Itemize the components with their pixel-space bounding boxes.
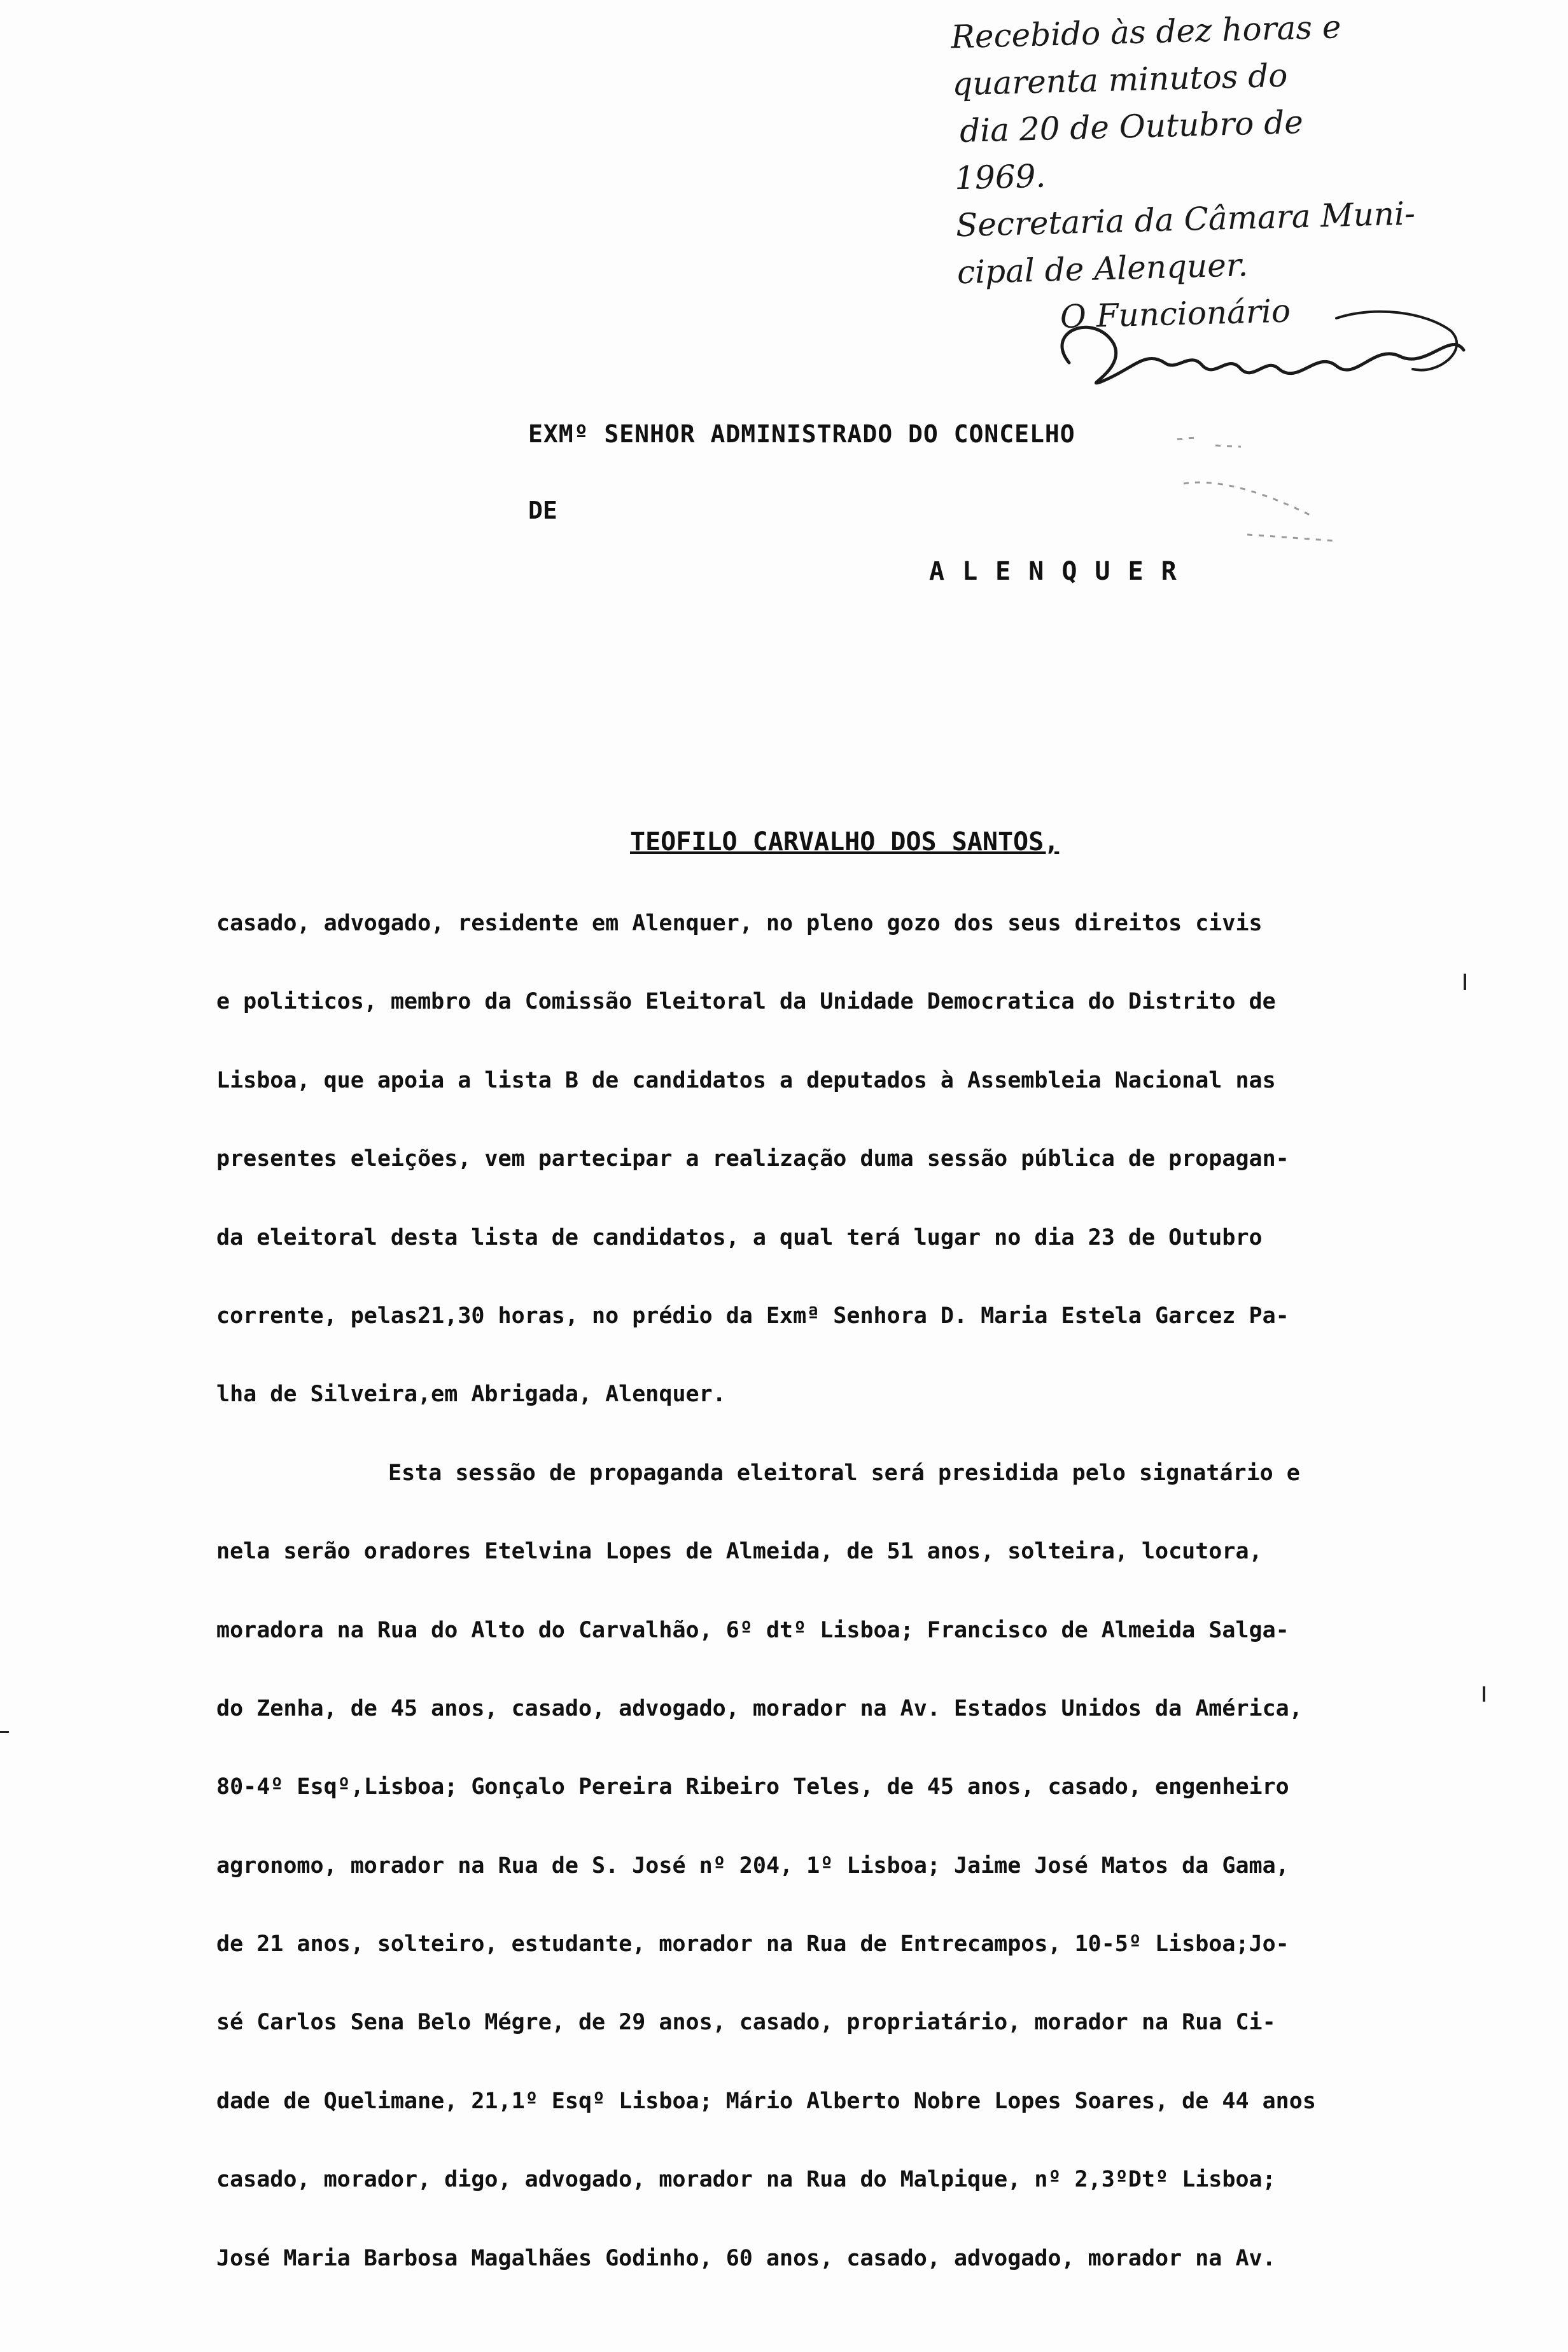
- handnote-line: dia 20 de Outubro de: [959, 103, 1304, 150]
- faint-stamp-marks: [1171, 420, 1362, 547]
- handnote-line: O Funcionário: [1060, 292, 1291, 335]
- body-line: agronomo, morador na Rua de S. José nº 204, 1º Lisboa; Jaime José Matos da Gama,: [216, 1852, 1289, 1879]
- body-line: casado, morador, digo, advogado, morador na Rua do Malpique, nº 2,3ºDtº Lisboa;: [216, 2167, 1276, 2193]
- body-line: Lisboa, que apoia a lista B de candidatos a deputados à Assembleia Nacional nas: [216, 1067, 1276, 1093]
- body-line: dade de Quelimane, 21,1º Esqº Lisboa; Mário Alberto Nobre Lopes Soares, de 44 anos: [216, 2088, 1316, 2114]
- body-line: de 21 anos, solteiro, estudante, morador na Rua de Entrecampos, 10-5º Lisboa;Jo-: [216, 1931, 1289, 1957]
- handnote-line: quarenta minutos do: [951, 57, 1289, 103]
- addressee-town: ALENQUER: [929, 557, 1194, 586]
- handnote-line: Recebido às dez horas e: [950, 8, 1342, 56]
- body-line: casado, advogado, residente em Alenquer, no pleno gozo dos seus direitos civis: [216, 911, 1263, 936]
- body-line: do Zenha, de 45 anos, casado, advogado, morador na Av. Estados Unidos da América,: [216, 1695, 1303, 1721]
- addressee-de: DE: [528, 496, 557, 524]
- body-line: 80-4º Esqº,Lisboa; Gonçalo Pereira Ribeiro Teles, de 45 anos, casado, engenheiro: [216, 1774, 1289, 1800]
- body-line: lha de Silveira,em Abrigada, Alenquer.: [216, 1382, 726, 1408]
- body-line: moradora na Rua do Alto do Carvalhão, 6º dtº Lisboa; Francisco de Almeida Salga-: [216, 1617, 1289, 1643]
- body-line: da eleitoral desta lista de candidatos, a qual terá lugar no dia 23 de Outubro: [216, 1224, 1263, 1250]
- handnote-line: Secretaria da Câmara Muni-: [955, 195, 1416, 244]
- scan-edge-mark: [0, 1731, 9, 1733]
- scan-edge-mark: [1464, 974, 1466, 990]
- body-line: nela serão oradores Etelvina Lopes de Almeida, de 51 anos, solteira, locutora,: [216, 1539, 1263, 1565]
- body-line: sé Carlos Sena Belo Mégre, de 29 anos, casado, propriatário, morador na Rua Ci-: [216, 2010, 1276, 2036]
- scan-edge-mark: [1483, 1686, 1485, 1702]
- body-line: Esta sessão de propaganda eleitoral será presidida pelo signatário e: [388, 1460, 1300, 1486]
- handnote-line: 1969.: [954, 157, 1046, 197]
- handwritten-receipt-note: [950, 0, 1506, 343]
- body-line: José Maria Barbosa Magalhães Godinho, 60 anos, casado, advogado, morador na Av.: [216, 2245, 1276, 2271]
- handnote-line: cipal de Alenquer.: [956, 246, 1249, 291]
- sender-name: TEOFILO CARVALHO DOS SANTOS,: [630, 827, 1060, 857]
- letter-body: [216, 885, 1502, 2298]
- body-line: presentes eleições, vem partecipar a realização duma sessão pública de propagan-: [216, 1146, 1289, 1172]
- body-line: corrente, pelas21,30 horas, no prédio da Exmª Senhora D. Maria Estela Garcez Pa-: [216, 1303, 1289, 1329]
- signature-scribble: [1044, 305, 1476, 401]
- addressee-line: EXMº SENHOR ADMINISTRADO DO CONCELHO: [528, 420, 1075, 448]
- body-line: e politicos, membro da Comissão Eleitoral da Unidade Democratica do Distrito de: [216, 989, 1276, 1015]
